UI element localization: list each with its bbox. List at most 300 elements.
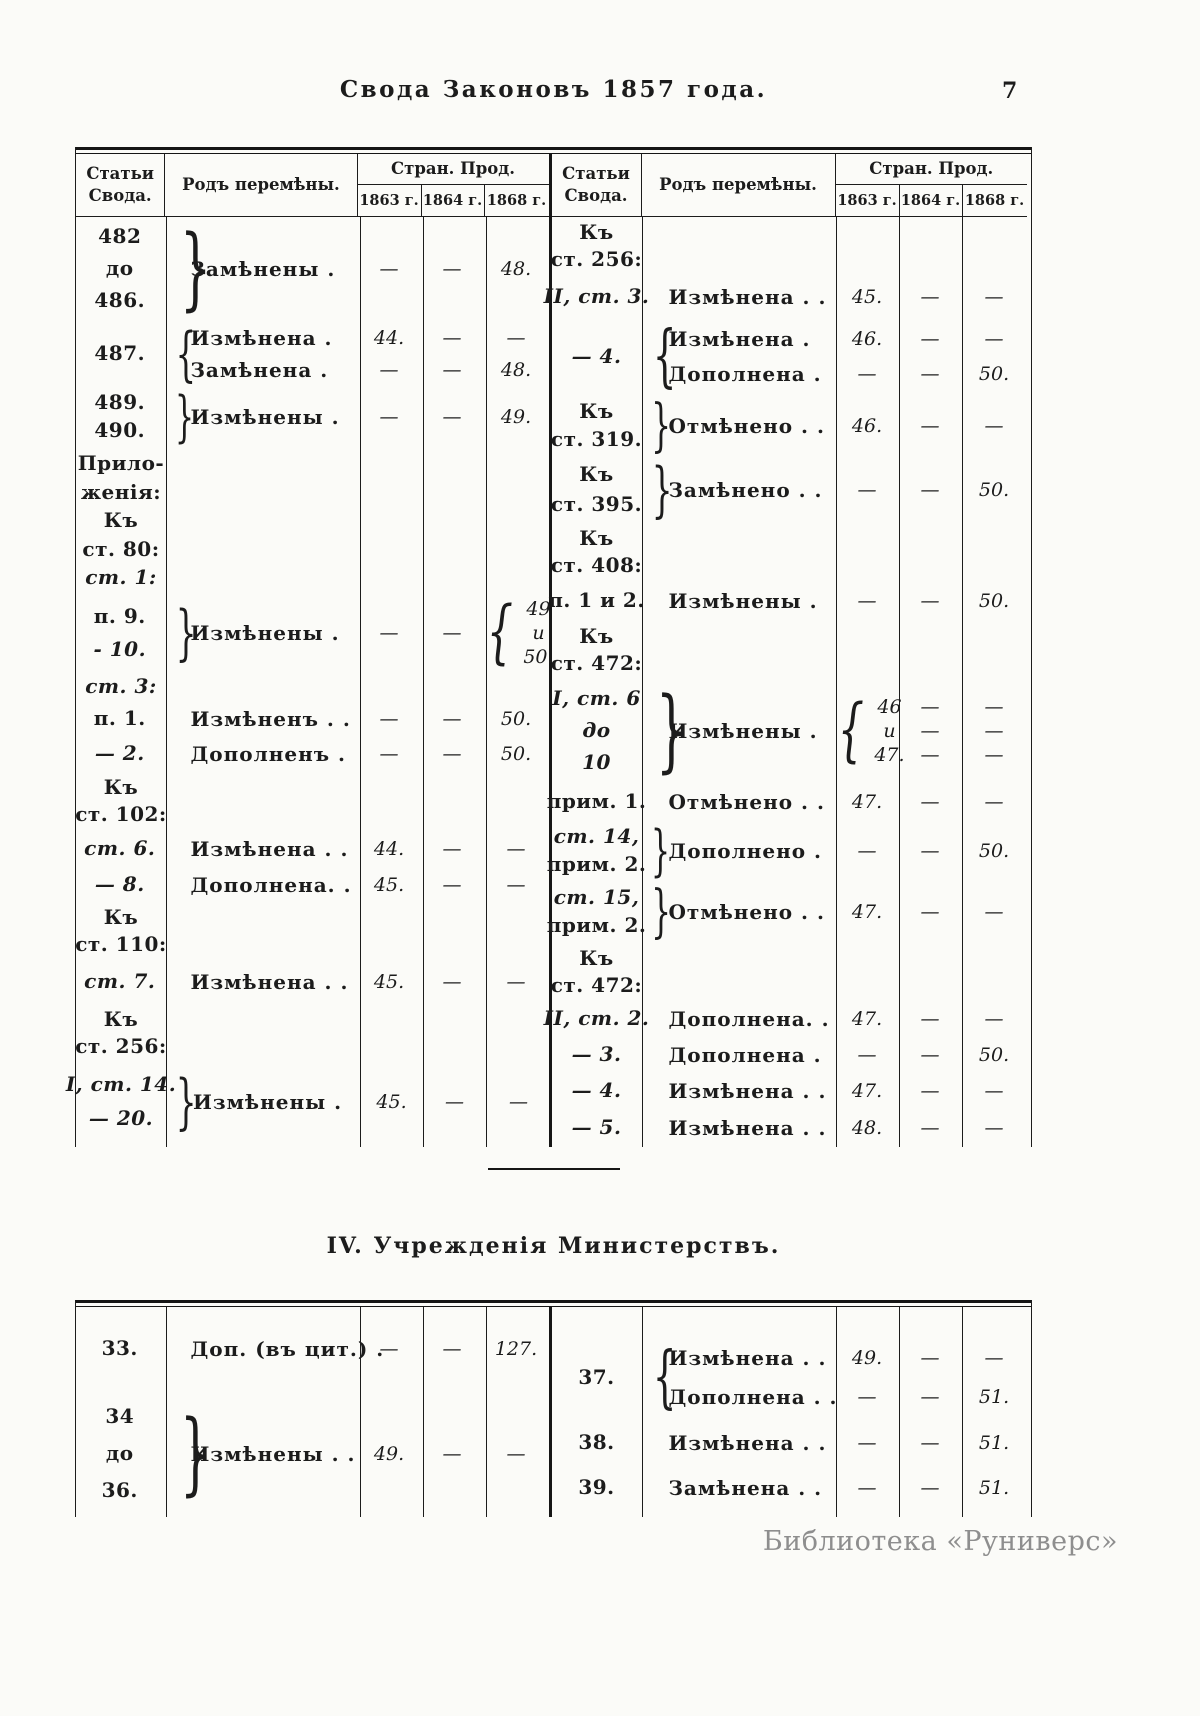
year-value-1864 [421,1338,484,1360]
article-cell [552,217,642,275]
change-label: Измѣнена . [668,326,811,351]
year-value-stack [985,695,1004,767]
article-ref: Къ [103,508,139,532]
row-entries [164,592,554,672]
year-value-text: 47. [851,900,883,923]
table-entry [642,586,1028,616]
year-value-text: — [920,478,940,501]
article-ref: ст. 408: [550,552,643,577]
article-cell [546,821,647,881]
year-value-1863 [358,359,421,381]
year-value-1864 [899,1432,962,1454]
change-label: Измѣнены . [190,404,340,429]
year-value-1863 [358,708,421,730]
year-value-text: — [857,1476,877,1499]
article-ref: п. 1. [93,706,146,730]
year-value-text: 44. [373,837,405,860]
change-label: Замѣнена . [190,357,329,382]
article-ref: Къ [579,462,614,487]
table-row [552,1335,1028,1421]
year-value-text: 127. [494,1337,538,1360]
year-value-1868 [962,840,1027,862]
year-value-1868 [962,1080,1027,1102]
year-value-1864 [899,479,962,501]
year-value-1863 [836,1432,899,1454]
year-value-text: 48. [500,358,532,381]
year-value-text: — [920,589,940,612]
year-value-text: — [984,790,1004,813]
article-cell [76,736,164,772]
article-ref: прим. 2. [546,913,647,938]
year-value-text: — [442,405,462,428]
year-value-1864 [421,258,484,280]
brace-icon: { [652,316,677,396]
article-ref: до [582,718,611,742]
article-cell [552,1335,642,1421]
article-ref: Прило- [77,451,165,475]
year-value-1868 [962,1386,1027,1408]
article-cell [548,581,645,621]
year-value-1868 [962,1347,1027,1369]
year-value-1868 [962,1117,1027,1139]
article-ref: ст. 395. [550,491,643,516]
article-cell [76,772,166,830]
year-value-1863 [358,743,421,765]
year-value-text: — [984,719,1004,742]
year-value-text: — [857,589,877,612]
year-value-text: — [920,285,940,308]
article-cell [76,447,166,595]
article-ref: Къ [103,774,139,799]
year-value-1868 [962,590,1027,612]
year-value-text: — [920,790,940,813]
article-cell [543,275,650,319]
year-value-1863 [358,971,421,993]
table-entry [642,475,1028,505]
article-ref: — 3. [571,1042,622,1066]
article-cell [546,783,647,821]
article-cell [552,1109,642,1147]
article-ref: ст. 14, [553,824,640,849]
year-value-1868 [484,406,549,428]
year-value-text: — [442,873,462,896]
col-header-years [358,154,549,216]
year-value-1864 [899,286,962,308]
change-label: Доп. (въ цит.) . [190,1336,385,1361]
article-cell [65,1062,177,1142]
year-value-text: — [920,1347,940,1370]
year-value-1864 [899,590,962,612]
year-value-text: 47. [851,1079,883,1102]
article-ref: Къ [103,904,139,929]
year-value-1863 [836,286,899,308]
year-value-text: 49. [373,1442,405,1465]
table-row [552,1109,1028,1147]
year-value-1863 [836,363,899,385]
table-entry [164,355,549,385]
year-value-1868 [484,708,549,730]
change-label: Замѣнена . . [668,1475,823,1500]
article-ref: 490. [94,417,146,442]
year-value-1868 [484,971,549,993]
article-ref: - 10. [93,636,147,661]
table-entry [642,897,1028,927]
table-body-left [65,215,554,1147]
year-value-1864 [421,622,484,644]
article-cell [76,671,166,702]
article-ref: ст. 7. [84,969,156,993]
article-cell [76,217,164,321]
table-entry [642,324,1028,354]
change-label: Дополнена . . [668,1384,838,1409]
table-row [552,1307,1028,1335]
article-cell [76,868,164,902]
table-row [76,321,549,387]
year-value-text: — [984,327,1004,350]
year-value-text: — [920,1431,940,1454]
table-row [543,275,1028,319]
year-value-text: 51. [978,1431,1010,1454]
row-entries [642,1421,1028,1465]
table-row [552,1465,1028,1511]
row-entries [164,1391,549,1517]
year-value-text: — [506,837,526,860]
table-entry [642,1113,1028,1143]
year-value-1863 [836,590,899,612]
row-entries [164,702,549,736]
table-row [552,679,1028,783]
year-value-text: и [883,719,896,742]
table-row [546,818,1028,882]
change-label: Дополнена. . [668,1006,830,1031]
article-ref: ст. 3: [85,673,157,698]
year-value-text: — [442,970,462,993]
article-cell [76,595,164,671]
article-cell [552,1037,642,1073]
stack-lines [985,695,1004,767]
year-value-1864 [899,328,962,350]
table-entry [642,1343,1028,1373]
article-cell [552,1465,642,1511]
year-value-stack [921,695,940,767]
col-header-1863: 1863 г. [359,191,419,209]
article-ref: 10 [582,749,611,774]
row-entries [164,321,549,387]
table-entry [642,282,1028,312]
year-value-1863 [836,1347,899,1369]
table-row [546,783,1028,821]
table-entry [642,1040,1028,1070]
year-value-text: — [920,695,940,718]
table-row [76,217,549,321]
brace-icon: { [652,1337,677,1417]
brace-icon: { [487,592,514,672]
page-title: Свода Законовъ 1857 года. [339,76,768,103]
table-entry [164,834,549,864]
year-value-1864 [421,838,484,860]
change-label: Дополнена. . [190,872,352,897]
table-entry [164,1334,549,1364]
col-header-pages-group: Стран. Прод. [836,154,1028,185]
year-value-text: 50. [978,1043,1010,1066]
year-value-text: — [920,1043,940,1066]
year-value-1863 [836,1386,899,1408]
table-entry [164,1439,549,1469]
table-body-right [552,1307,1028,1517]
year-value-1863 [358,874,421,896]
year-value-text: 49. [851,1347,883,1370]
article-ref: Къ [103,1006,139,1031]
change-label: Отмѣнено . . [668,789,825,814]
table-row [552,1073,1028,1109]
year-value-text: — [506,326,526,349]
year-value-1863 [836,901,899,923]
year-value-text: — [984,1347,1004,1370]
change-label: Измѣнена . . [668,1115,827,1140]
table-entry [642,1428,1028,1458]
year-value-text: — [857,363,877,386]
year-value-text: — [984,1007,1004,1030]
year-value-1863 [358,838,421,860]
year-value-1864 [899,1044,962,1066]
article-cell [552,523,642,581]
page-number: 7 [1002,78,1018,104]
year-value-text: — [984,900,1004,923]
table-row [550,454,1028,525]
year-value-text: — [379,405,399,428]
col-header-1864: 1864 г. [899,185,962,216]
year-value-text: 46 [877,695,902,718]
article-ref: II, ст. 2. [543,1006,650,1030]
year-value-1868 [484,327,549,349]
table-row [552,621,1028,679]
year-value-text: 48. [500,257,532,280]
table-half-right [552,1307,1028,1517]
year-value-text: — [442,1337,462,1360]
year-value-text: 44. [373,326,405,349]
row-entries [164,736,549,772]
year-value-1868 [484,1443,549,1465]
col-header-1863: 1863 г. [837,191,897,209]
year-value-text: 48. [851,1116,883,1139]
article-cell [552,457,642,523]
table-row [550,392,1028,458]
table-entry [164,704,549,734]
year-value-1864 [899,1477,962,1499]
change-label: Измѣнена . . [190,969,349,994]
table-entry [164,402,549,432]
article-cell [552,319,642,395]
row-entries [642,1465,1028,1511]
year-value-text: — [506,970,526,993]
year-value-1863 [836,840,899,862]
year-value-1864 [899,901,962,923]
year-value-text: — [442,358,462,381]
year-value-text: — [920,1476,940,1499]
year-value-1863 [836,415,899,437]
brace-icon: } [650,818,670,882]
table-row [76,1391,549,1517]
article-ref: 38. [578,1430,615,1454]
year-value-text: — [442,326,462,349]
stack-lines [921,695,940,767]
table-entry [642,1004,1028,1034]
year-value-text: — [379,1337,399,1360]
article-ref: — 20. [88,1106,154,1131]
year-value-1868 [484,359,549,381]
col-header-pages-group: Стран. Прод. [358,154,549,185]
table-row [76,671,549,702]
year-value-text: — [509,1090,528,1113]
col-header-1864: 1864 г. [421,185,484,216]
year-value-1864 [421,406,484,428]
change-label: Дополнено . [668,838,822,863]
year-value-text: — [857,1043,877,1066]
brace-icon: } [174,384,195,448]
year-value-1868 [962,415,1027,437]
article-cell [552,395,642,457]
brace-icon: } [179,1400,212,1506]
article-cell [76,321,164,387]
row-entries [642,581,1028,621]
year-value-1863 [836,791,899,813]
year-value-text: — [506,873,526,896]
year-value-text: — [857,839,877,862]
change-label: Измѣнена . . [190,836,349,861]
change-label: Измѣнены . [668,718,818,743]
article-ref: ст. 256: [75,1033,167,1058]
table-entry [164,323,549,353]
article-ref: ст. 256: [550,246,643,271]
row-entries [166,1062,551,1142]
row-entries [164,830,549,868]
col-header-years [836,154,1028,216]
year-value-text: — [442,742,462,765]
year-value-1868 [962,1044,1027,1066]
article-ref: 37. [578,1365,615,1389]
table-entry [642,359,1028,389]
year-value-stack [478,592,554,672]
year-value-1863 [358,1338,421,1360]
table-row [65,1062,549,1142]
article-ref: 39. [578,1475,615,1499]
year-value-1868 [484,743,549,765]
year-value-1864 [899,1117,962,1139]
article-ref: до [105,256,134,280]
change-label: Измѣнена . [190,325,333,350]
table-row [552,1421,1028,1465]
table-entry [642,1076,1028,1106]
year-value-1864 [421,359,484,381]
article-ref: п. 1 и 2. [548,588,645,612]
row-entries [164,868,549,902]
year-value-1864 [421,327,484,349]
brace-icon: { [838,690,865,770]
table-half-left [76,1307,552,1517]
year-value-1868 [484,838,549,860]
row-entries [164,384,549,448]
year-value-text: — [857,1385,877,1408]
article-ref: ст. 102: [75,801,167,826]
article-ref: прим. 2. [546,851,647,876]
year-value-text: — [442,621,462,644]
table-row [552,1037,1028,1073]
article-cell [543,1001,650,1037]
year-value-stack [829,690,905,770]
year-value-1864 [421,743,484,765]
year-value-1863 [836,1080,899,1102]
year-value-text: 51. [978,1476,1010,1499]
year-value-1864 [899,1080,962,1102]
article-ref: — 4. [571,344,622,368]
table-row [546,878,1028,944]
change-label: Замѣнены . [190,256,336,281]
change-label: Измѣнены . [190,620,340,645]
article-cell [552,621,642,679]
year-value-1864 [899,1008,962,1030]
year-value-1864 [899,840,962,862]
table-row [76,830,549,868]
year-value-text: — [379,257,399,280]
table-row [76,772,549,830]
year-value-1863 [358,327,421,349]
brace-icon: } [179,215,212,321]
table-row [552,217,1028,275]
article-cell [552,1073,642,1109]
article-ref: 33. [101,1336,138,1360]
row-entries [642,1037,1028,1073]
row-entries [164,960,549,1004]
year-value-text: — [920,1079,940,1102]
year-value-1863 [360,1091,423,1113]
year-value-text: — [984,1079,1004,1102]
year-value-1863 [836,1008,899,1030]
year-value-text: 50. [523,645,554,668]
year-value-1864 [423,1091,486,1113]
table-entry [642,690,1028,770]
article-ref: II, ст. 3. [543,284,650,308]
year-value-text: — [857,478,877,501]
year-value-1863 [836,690,905,770]
year-value-text: — [920,900,940,923]
year-value-text: — [379,707,399,730]
table-row [76,736,549,772]
year-value-text: 50. [500,742,532,765]
change-label: Измѣнены . [668,588,818,613]
year-value-1863 [836,328,899,350]
table-entry [642,1473,1028,1503]
year-value-text: — [442,257,462,280]
brace-icon: } [651,454,673,525]
year-value-1868 [484,592,554,672]
year-value-text: 50. [978,478,1010,501]
table-entry [164,967,549,997]
year-value-1868 [962,363,1027,385]
table-row [76,1307,549,1391]
row-entries [164,217,549,321]
table-row [76,592,554,672]
article-ref: до [105,1441,134,1465]
article-ref: ст. 6. [84,836,156,860]
table-row [76,702,549,736]
article-ref: ст. 80: [82,536,160,561]
year-value-1864 [421,971,484,993]
section-divider [488,1168,620,1170]
year-value-1863 [836,1044,899,1066]
year-value-1863 [836,479,899,501]
year-value-text: 50. [500,707,532,730]
year-value-text: — [920,327,940,350]
